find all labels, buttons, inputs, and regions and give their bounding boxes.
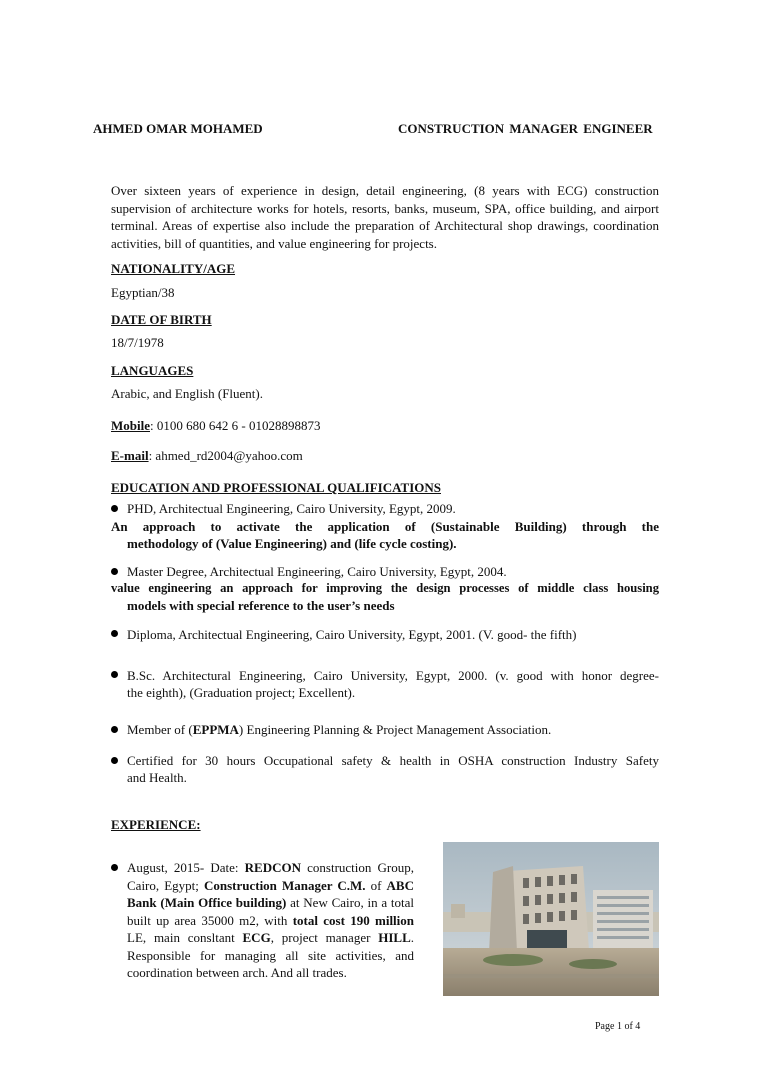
membership-post: ) Engineering Planning & Project Management Association. xyxy=(238,722,552,737)
exp-company: REDCON xyxy=(244,860,302,875)
osha-line2: and Health. xyxy=(127,770,187,785)
exp-text: LE, main consltant xyxy=(127,930,243,945)
exp-date: August, 2015- Date: xyxy=(127,860,245,875)
mobile-value: : 0100 680 642 6 - 01028898873 xyxy=(150,418,321,433)
bullet-icon xyxy=(111,505,118,512)
phd-thesis-line2: methodology of (Value Engineering) and (life cycle costing). xyxy=(127,536,457,551)
candidate-name: AHMED OMAR MOHAMED xyxy=(93,121,263,136)
email-line xyxy=(111,447,303,465)
experience-item-1 xyxy=(127,859,414,982)
phd-entry: PHD, Architectual Engineering, Cairo University, Egypt, 2009. xyxy=(127,501,456,516)
email-value: : ahmed_rd2004@yahoo.com xyxy=(148,448,303,463)
languages-value: Arabic, and English (Fluent). xyxy=(111,386,263,401)
building-photo xyxy=(443,842,659,996)
phd-thesis-line1: An approach to activate the application of (Sustainable Building) through the xyxy=(111,519,659,534)
diploma-entry: Diploma, Architectual Engineering, Cairo University, Egypt, 2001. (V. good- the fifth) xyxy=(127,627,577,642)
bullet-icon xyxy=(111,568,118,575)
master-thesis-line2: models with special reference to the user’s needs xyxy=(127,598,395,613)
mobile-label: Mobile xyxy=(111,418,150,433)
mobile-line xyxy=(111,417,320,435)
exp-cost: total cost 190 million xyxy=(292,912,415,928)
master-entry: Master Degree, Architectual Engineering, Cairo University, Egypt, 2004. xyxy=(127,564,507,579)
osha-line1: Certified for 30 hours Occupational safety & health in OSHA construction Industry Safety xyxy=(127,753,659,768)
exp-text: of xyxy=(365,877,387,893)
exp-pm: HILL xyxy=(378,930,411,945)
nationality-heading: NATIONALITY/AGE xyxy=(111,261,236,276)
dob-heading: DATE OF BIRTH xyxy=(111,312,212,327)
experience-heading: EXPERIENCE: xyxy=(111,817,201,832)
membership-entry xyxy=(127,721,551,739)
languages-heading: LANGUAGES xyxy=(111,363,194,378)
bsc-line1: B.Sc. Architectural Engineering, Cairo University, Egypt, 2000. (v. good with honor degree- xyxy=(127,668,659,683)
bsc-line2: the eighth), (Graduation project; Excellent). xyxy=(127,685,356,700)
dob-value: 18/7/1978 xyxy=(111,335,164,350)
education-heading: EDUCATION AND PROFESSIONAL QUALIFICATIONS xyxy=(111,480,441,495)
exp-project: ABC Bank (Main Office building) xyxy=(127,877,414,910)
exp-consultant: ECG xyxy=(242,930,271,945)
exp-text: , project manager xyxy=(270,930,379,945)
master-thesis-line1: value engineering an approach for improving the design processes of middle class housing xyxy=(111,581,659,595)
bullet-icon xyxy=(111,864,118,871)
summary-paragraph: Over sixteen years of experience in design, detail engineering, (8 years with ECG) construction supervision of architecture works for hotels, resorts, banks, museum, SPA, office building, and airport terminal. Areas of expertise also include the preparation of Architectural shop drawings, coordination activities, bill of quantities, and value engineering for projects. xyxy=(111,183,659,251)
bullet-icon xyxy=(111,757,118,764)
membership-pre: Member of ( xyxy=(127,722,193,737)
job-title: CONSTRUCTION MANAGER ENGINEER xyxy=(398,121,653,136)
exp-text: construction Group, Cairo, Egypt; xyxy=(127,860,414,893)
bullet-icon xyxy=(111,726,118,733)
membership-org: EPPMA xyxy=(192,722,239,737)
bullet-icon xyxy=(111,630,118,637)
page-number: Page 1 of 4 xyxy=(595,1021,641,1032)
exp-role: Construction Manager C.M. xyxy=(203,877,366,893)
exp-text: . Responsible for managing all site activities, and coordination between arch. And all trades. xyxy=(127,930,415,980)
email-label: E-mail xyxy=(111,448,149,463)
exp-text: at New Cairo, in a total built up area 35000 m2, with xyxy=(127,895,414,928)
nationality-value: Egyptian/38 xyxy=(111,285,175,300)
bullet-icon xyxy=(111,671,118,678)
